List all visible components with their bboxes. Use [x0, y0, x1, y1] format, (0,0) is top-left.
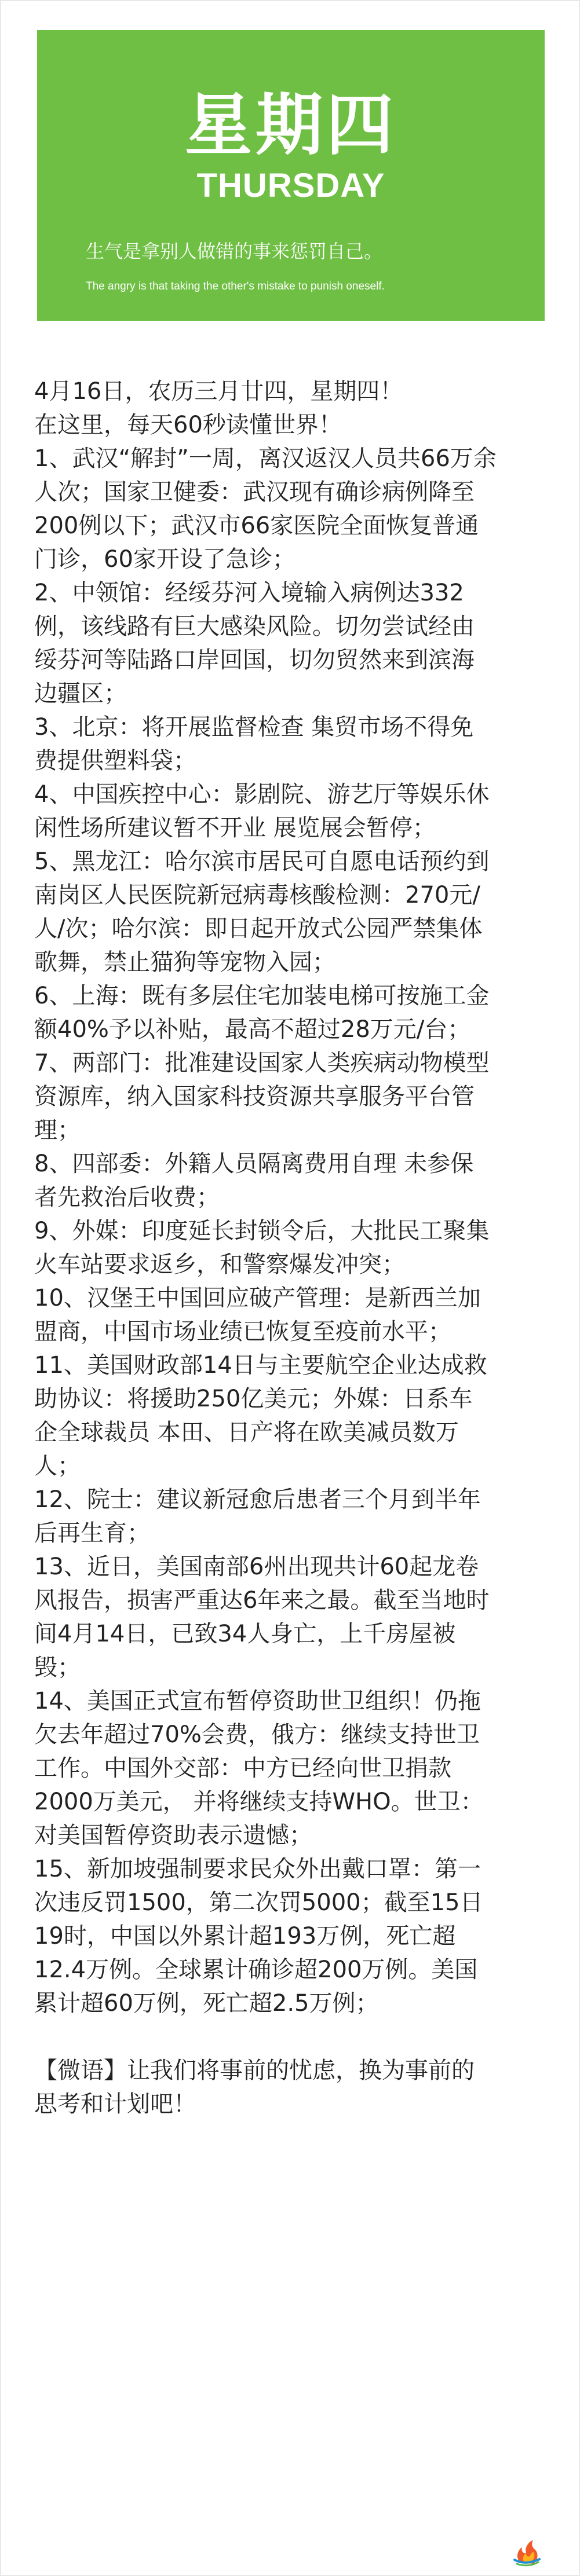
article-line: 3、北京：将开展监督检查 集贸市场不得免: [34, 714, 474, 741]
article-line: 8、四部委：外籍人员隔离费用自理 未参保: [34, 1150, 474, 1177]
article-line: 12、院士：建议新冠愈后患者三个月到半年: [34, 1486, 481, 1513]
article-line: 1、武汉“解封”一周，离汉返汉人员共66万余: [34, 445, 497, 472]
article-line: 盟商，中国市场业绩已恢复至疫前水平；: [34, 1318, 451, 1345]
article-line: 理；: [34, 1117, 81, 1144]
article-line: 额40%予以补贴，最高不超过28万元/台；: [34, 1016, 471, 1043]
article-line: 人；: [34, 1453, 81, 1479]
article-line: 助协议：将援助250亿美元；外媒：日系车: [34, 1386, 473, 1412]
article-line: 门诊，60家开设了急诊；: [34, 546, 296, 573]
article-line: 200例以下；武汉市66家医院全面恢复普通: [34, 512, 479, 539]
quote-chinese: 生气是拿别人做错的事来惩罚自己。: [86, 240, 383, 262]
article-line: 11、美国财政部14日与主要航空企业达成救: [34, 1352, 487, 1379]
article-line: 人/次；哈尔滨：即日起开放式公园严禁集体: [34, 915, 483, 942]
weekday-title: 星期四: [185, 86, 397, 164]
article-line: 间4月14日，已致34人身亡，上千房屋被: [34, 1621, 456, 1647]
article-line: 者先救治后收费；: [34, 1184, 220, 1211]
article-line: 4月16日，农历三月廿四，星期四！: [34, 378, 403, 405]
article-line: 火车站要求返乡，和警察爆发冲突；: [34, 1251, 405, 1278]
article-line: 6、上海：既有多层住宅加装电梯可按施工金: [34, 983, 490, 1009]
article-line: 人次；国家卫健委：武汉现有确诊病例降至: [34, 479, 475, 505]
article-line: 闲性场所建议暂不开业 展览展会暂停；: [34, 815, 436, 841]
article-line: 19时，中国以外累计超193万例，死亡超: [34, 1923, 456, 1950]
article-line: 2、中领馆：经绥芬河入境输入病例达332: [34, 580, 464, 606]
closing-line: 思考和计划吧！: [34, 2091, 196, 2117]
article-line: 资源库，纳入国家科技资源共享服务平台管: [34, 1083, 475, 1110]
weekday-subtitle: THURSDAY: [196, 167, 385, 204]
flame-logo-icon: [511, 2534, 543, 2567]
article-line: 欠去年超过70%会费，俄方：继续支持世卫: [34, 1721, 480, 1748]
article-line: 费提供塑料袋；: [34, 747, 196, 774]
article-line: 对美国暂停资助表示遗憾；: [34, 1822, 312, 1849]
article-line: 企全球裁员 本田、日产将在欧美减员数万: [34, 1419, 459, 1446]
quote-english: The angry is that taking the other's mistake to punish oneself.: [86, 280, 385, 292]
article-line: 2000万美元， 并将继续支持WHO。世卫：: [34, 1789, 484, 1815]
article-line: 毁；: [34, 1654, 81, 1681]
article-line: 工作。中国外交部：中方已经向世卫捐款: [34, 1755, 451, 1782]
article-line: 后再生育；: [34, 1520, 150, 1547]
article-line: 12.4万例。全球累计确诊超200万例。美国: [34, 1956, 478, 1983]
news-article: [34, 375, 534, 2121]
article-line: 累计超60万例，死亡超2.5万例；: [34, 1990, 379, 2017]
article-line: 14、美国正式宣布暂停资助世卫组织！仍拖: [34, 1688, 481, 1714]
paragraph-spacer: [34, 2020, 534, 2054]
article-line: 4、中国疾控中心：影剧院、游艺厅等娱乐休: [34, 781, 490, 808]
closing-line: 【微语】让我们将事前的忧虑，换为事前的: [34, 2057, 475, 2084]
article-line: 在这里，每天60秒读懂世界！: [34, 412, 342, 438]
article-line: 10、汉堡王中国回应破产管理：是新西兰加: [34, 1285, 481, 1311]
article-line: 13、近日，美国南部6州出现共计60起龙卷: [34, 1553, 479, 1580]
article-line: 9、外媒：印度延长封锁令后，大批民工聚集: [34, 1218, 490, 1244]
header-banner: [37, 30, 545, 321]
article-line: 次违反罚1500，第二次罚5000；截至15日: [34, 1889, 483, 1916]
article-line: 歌舞，禁止猫狗等宠物入园；: [34, 949, 335, 976]
article-line: 7、两部门：批准建设国家人类疾病动物模型: [34, 1050, 490, 1076]
article-line: 绥芬河等陆路口岸回国，切勿贸然来到滨海: [34, 647, 475, 673]
article-line: 边疆区；: [34, 680, 127, 707]
article-line: 例，该线路有巨大感染风险。切勿尝试经由: [34, 613, 475, 640]
article-line: 风报告，损害严重达6年来之最。截至当地时: [34, 1587, 490, 1614]
article-line: 南岗区人民医院新冠病毒核酸检测：270元/: [34, 882, 480, 908]
article-line: 15、新加坡强制要求民众外出戴口罩：第一: [34, 1856, 481, 1882]
article-line: 5、黑龙江：哈尔滨市居民可自愿电话预约到: [34, 848, 490, 875]
flame-logo-svg: [511, 2534, 543, 2567]
